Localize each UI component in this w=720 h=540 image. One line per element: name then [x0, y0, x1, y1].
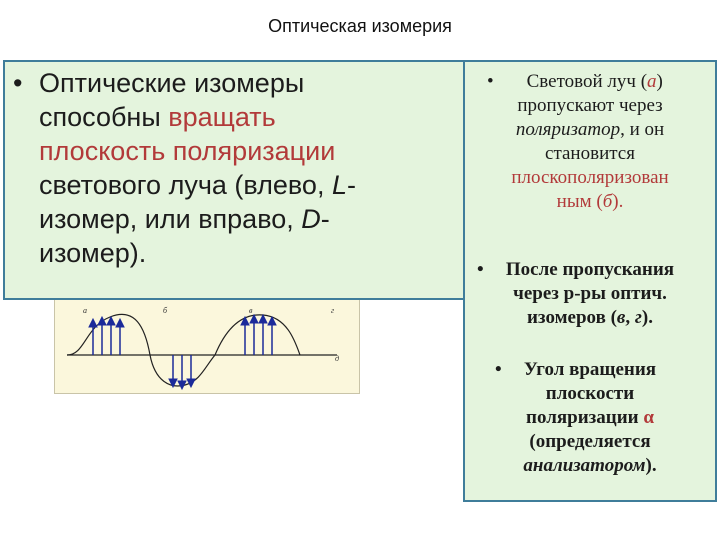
- r1-l1-close: ): [656, 71, 663, 92]
- slide-title: Оптическая изомерия: [268, 16, 452, 36]
- left-line-5: [39, 202, 455, 236]
- r2-l3-close: ).: [641, 307, 653, 328]
- figure-label-g: г: [331, 306, 335, 315]
- left-line-5-text: изомер, или вправо,: [39, 204, 302, 234]
- right-item-1-line-1: [473, 70, 707, 94]
- left-line-3-highlight: плоскость поляризации: [39, 136, 336, 166]
- r3-l5-close: ).: [645, 455, 657, 476]
- left-line-4: [39, 168, 455, 202]
- left-line-1: [39, 66, 455, 100]
- bullet-marker: •: [495, 359, 502, 380]
- left-line-6-text: изомер).: [39, 238, 147, 268]
- r1-l3-italic: поляризатор: [515, 119, 621, 140]
- left-line-1-text: Оптические изомеры: [39, 68, 305, 98]
- bullet-marker: •: [13, 68, 23, 98]
- right-item-2-line-2: через р-ры оптич.: [513, 283, 667, 304]
- right-item-3-line-4: (определяется: [529, 431, 651, 452]
- r1-l1-italic: а: [647, 71, 657, 92]
- r3-l5-italic: анализатором: [523, 455, 646, 476]
- right-item-2-line-3: [473, 306, 707, 330]
- left-line-2-highlight: вращать: [168, 102, 276, 132]
- left-line-5-dash: -: [320, 204, 330, 234]
- right-item-3-line-2: плоскости: [545, 383, 635, 404]
- right-item-3-line-5: [473, 454, 707, 478]
- r1-l6-text: ным (: [556, 191, 603, 212]
- left-line-4-dash: -: [346, 170, 356, 200]
- right-item-2: [473, 258, 707, 330]
- bullet-marker: •: [477, 259, 484, 280]
- bullet-marker: •: [487, 71, 494, 92]
- r1-l3-text: , и он: [620, 119, 665, 140]
- left-line-6: [39, 236, 455, 270]
- right-item-3: [473, 358, 707, 478]
- right-item-3-line-1: Угол вращения: [523, 359, 657, 380]
- right-item-1-line-4: становится: [545, 143, 635, 164]
- left-line-5-italic: D: [301, 204, 321, 234]
- r1-l6-italic: б: [602, 191, 613, 212]
- arrows-up-left: [89, 317, 124, 355]
- r2-l3-v: в: [616, 307, 626, 328]
- figure-label-b: б: [163, 306, 168, 315]
- r2-l3-text: изомеров (: [526, 307, 617, 328]
- right-item-1-line-5: плоскополяризован: [511, 167, 669, 188]
- left-line-2: [39, 100, 455, 134]
- figure-label-a: а: [83, 306, 87, 315]
- figure-label-v: в: [249, 306, 253, 315]
- right-item-1-line-6: [473, 190, 707, 214]
- right-text-box: [463, 60, 717, 502]
- left-line-4-italic: L: [331, 170, 347, 200]
- right-item-3-line-3: [473, 406, 707, 430]
- alpha-symbol: α: [643, 407, 654, 428]
- arrows-down-middle: [169, 355, 195, 389]
- arrows-up-right: [241, 315, 276, 355]
- right-item-1-line-3: [473, 118, 707, 142]
- figure-label-d: д: [335, 354, 340, 363]
- r1-l1-text: Световой луч (: [526, 71, 648, 92]
- left-line-4-text: светового луча (влево,: [39, 170, 332, 200]
- left-line-3: [39, 134, 455, 168]
- r2-l3-g: г: [634, 307, 642, 328]
- r3-l3-text: поляризации: [526, 407, 644, 428]
- right-item-1-line-2: пропускают через: [517, 95, 663, 116]
- left-bullet-item: [13, 66, 455, 270]
- right-item-1: [473, 70, 707, 214]
- left-text-box: [3, 60, 465, 300]
- r1-l6-close: ).: [612, 191, 624, 212]
- right-item-2-line-1: После пропускания: [505, 259, 675, 280]
- r2-l3-sep: ,: [625, 307, 635, 328]
- left-line-2-text: способны: [39, 102, 169, 132]
